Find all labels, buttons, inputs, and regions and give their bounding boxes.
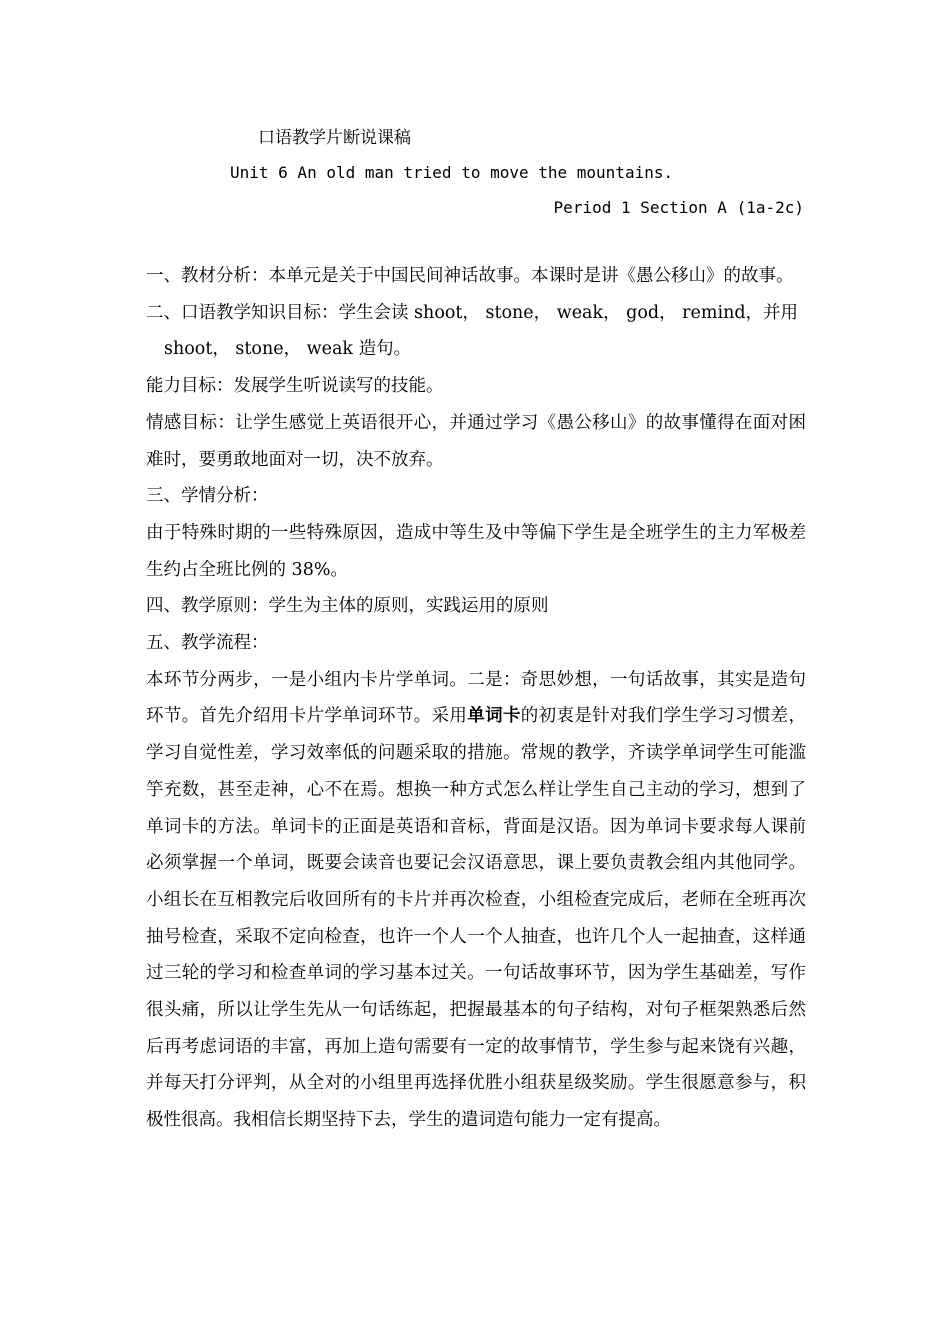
material-analysis: 一、教材分析：本单元是关于中国民间神话故事。本课时是讲《愚公移山》的故事。 (146, 266, 794, 286)
word-card-term: 单词卡 (467, 706, 521, 727)
teaching-principle: 四、教学原则：学生为主体的原则，实践运用的原则 (146, 596, 549, 617)
document-body (146, 258, 806, 1139)
knowledge-goal-continued: shoot， stone， weak 造句。 (164, 339, 412, 360)
unit-title: Unit 6 An old man tried to move the mountains. (230, 163, 674, 182)
student-analysis: 由于特殊时期的一些特殊原因，造成中等生及中等偏下学生是全班学生的主力军极差生约占全班比例的 38%。 (146, 522, 806, 580)
emotion-goal: 情感目标：让学生感觉上英语很开心，并通过学习《愚公移山》的故事懂得在面对困难时，要勇敢地面对一切，决不放弃。 (146, 412, 806, 470)
knowledge-goal: 二、口语教学知识目标：学生会读 shoot， stone， weak， god， remind，并用 (146, 302, 799, 323)
teaching-process-heading: 五、教学流程： (146, 633, 269, 654)
document-title: 口语教学片断说课稿 (258, 128, 411, 148)
process-text-part2: 的初衷是针对我们学生学习习惯差，学习自觉性差，学习效率低的问题采取的措施。常规的教学，齐读学单词学生可能滥竽充数，甚至走神，心不在焉。想换一种方式怎么样让学生自己主动的学习，想到了单词卡的方法。单词卡的正面是英语和音标，背面是汉语。因为单词卡要求每人课前必须掌握一个单词，既要会读音也要记会汉语意思，课上要负责教会组内其他同学。小组长在互相教完后收回所有的卡片并再次检查，小组检查完成后，老师在全班再次抽号检查，采取不定向检查，也许一个人一个人抽查，也许几个人一起抽查，这样通过三轮的学习和检查单词的学习基本过关。一句话故事环节，因为学生基础差，写作很头痛，所以让学生先从一句话练起，把握最基本的句子结构，对句子框架熟悉后然后再考虑词语的丰富，再加上造句需要有一定的故事情节，学生参与起来饶有兴趣，并每天打分评判，从全对的小组里再选择优胜小组获星级奖励。学生很愿意参与，积极性很高。我相信长期坚持下去，学生的遣词造句能力一定有提高。 (146, 706, 807, 1131)
student-analysis-heading: 三、学情分析： (146, 486, 269, 507)
teaching-process (146, 662, 806, 1139)
process-text-part1: 本环节分两步，一是小组内卡片学单词。二是：奇思妙想，一句话故事，其实是造句环节。首先介绍用卡片学单词环节。采用 (146, 669, 806, 727)
ability-goal: 能力目标：发展学生听说读写的技能。 (146, 376, 444, 397)
period-label: Period 1 Section A (1a-2c) (553, 198, 804, 217)
